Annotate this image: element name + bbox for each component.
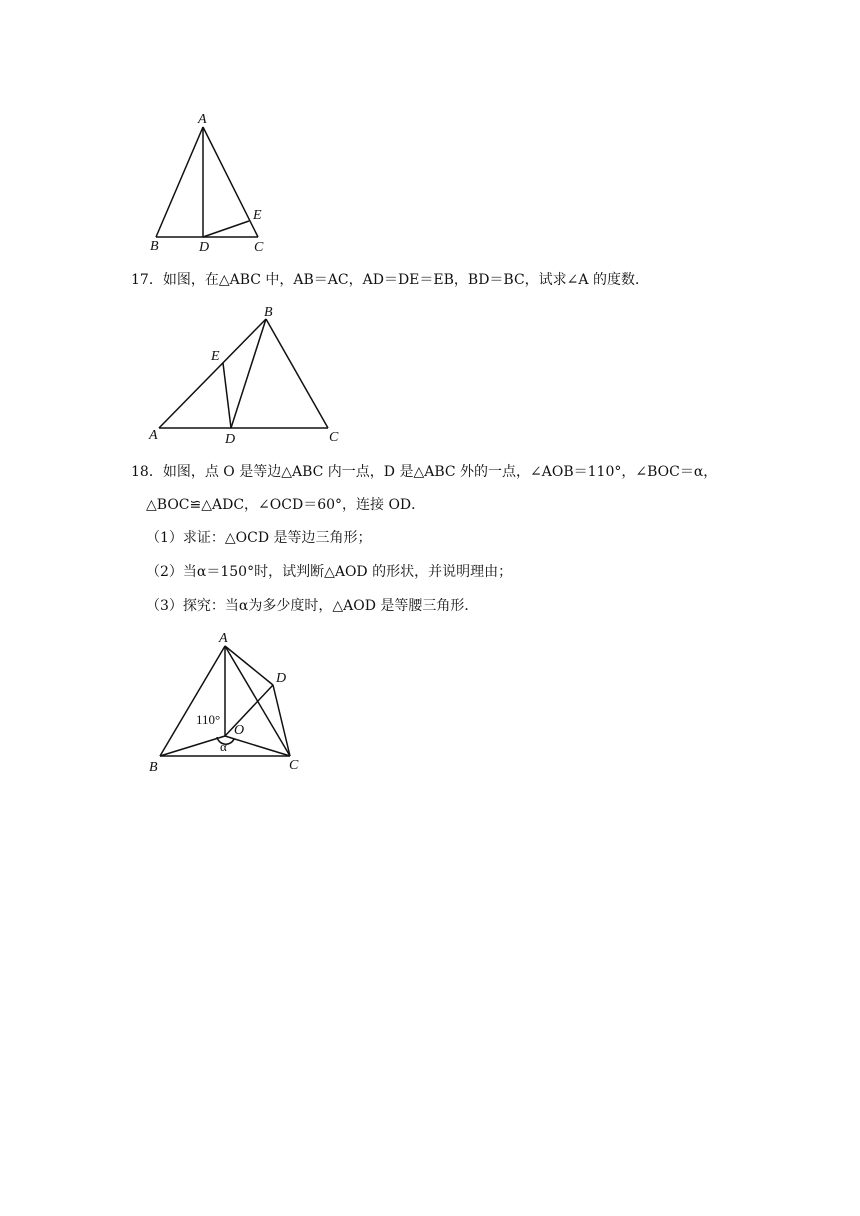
label-angle-110: 110° bbox=[196, 712, 221, 727]
problem-18-text-line2: △BOC≌△ADC，∠OCD＝60°，连接 OD． bbox=[146, 497, 426, 513]
problem-18-part2: （2）当α＝150°时，试判断△AOD 的形状，并说明理由； bbox=[146, 564, 513, 580]
label-b: B bbox=[149, 760, 158, 775]
problem-18-part1: （1）求证：△OCD 是等边三角形； bbox=[146, 530, 372, 546]
label-d: D bbox=[199, 240, 210, 255]
label-alpha: α bbox=[220, 739, 227, 754]
figure-problem-17 bbox=[143, 298, 353, 446]
label-a: A bbox=[219, 631, 228, 646]
figure-problem-18 bbox=[140, 626, 320, 778]
label-c: C bbox=[289, 758, 299, 773]
label-o: O bbox=[234, 723, 245, 738]
problem-17-text: 17．如图，在△ABC 中，AB＝AC，AD＝DE＝EB，BD＝BC，试求∠A 的度数． bbox=[131, 272, 649, 288]
label-a: A bbox=[198, 112, 207, 127]
triangle-lines bbox=[159, 319, 328, 428]
problem-18-part3: （3）探究：当α为多少度时，△AOD 是等腰三角形． bbox=[146, 598, 479, 614]
problem-18-text-line1: 18．如图，点 O 是等边△ABC 内一点，D 是△ABC 外的一点，∠AOB＝110°，∠BOC＝α， bbox=[131, 464, 718, 480]
label-d: D bbox=[225, 432, 236, 446]
triangle-lines bbox=[156, 127, 258, 237]
label-e: E bbox=[253, 208, 262, 223]
figure-triangle-abc-ade bbox=[140, 108, 280, 258]
label-d: D bbox=[276, 671, 287, 686]
label-b: B bbox=[150, 239, 159, 254]
label-c: C bbox=[254, 240, 264, 255]
label-a: A bbox=[149, 428, 158, 443]
label-c: C bbox=[329, 430, 339, 445]
label-e: E bbox=[211, 349, 220, 364]
label-b: B bbox=[264, 305, 273, 320]
